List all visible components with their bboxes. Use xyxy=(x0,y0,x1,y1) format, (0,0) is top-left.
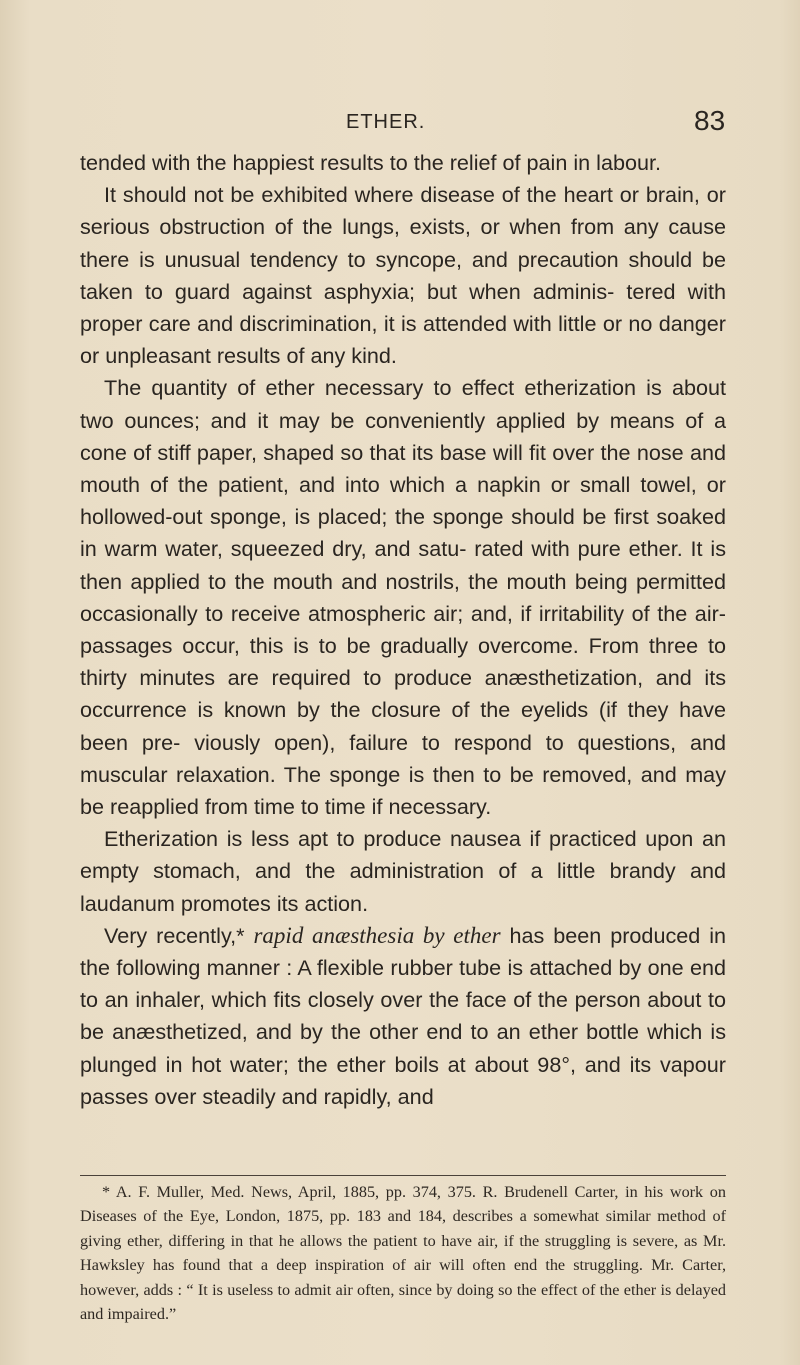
paragraph-rapid-end: has been produced in the following manner : A flexible rubber tube is attached by one end to an inhaler, which fits closely over the face of the person about to be anæsthetized, and by the other end to an ether bottle which is plunged in hot water; the ether boils at about 98°, and its vapour passes over steadily and rapidly, and xyxy=(80,922,727,1109)
running-head: ETHER. xyxy=(346,111,426,133)
paragraph-continued: tended with the happiest results to the relief of pain in labour. xyxy=(80,150,662,175)
paragraph-rapid-anaesthesia xyxy=(80,920,726,1113)
footnote-divider xyxy=(80,1175,726,1176)
body-text xyxy=(80,147,726,1113)
page-header xyxy=(0,105,800,145)
paragraph-administration: The quantity of ether necessary to effect etherization is about two ounces; and it may be conveniently applied by means of a cone of stiff paper, shaped so that its base will fit over the nose and mouth of the patient, and into which a napkin or small towel, or hollowed-out sponge, is placed; the sponge should be first soaked in warm water, squeezed dry, and satu- rated with pure ether. It is then applied to the mouth and nostrils, the mouth being permitted occasionally to receive atmospheric air; and, if irritability of the air-passages occur, this is to be gradually overcome. From three to thirty minutes are required to produce anæsthetization, and its occurrence is known by the closure of the eyelids (if they have been pre- viously open), failure to respond to questions, and muscular relaxation. The sponge is then to be removed, and may be reapplied from time to time if necessary. xyxy=(80,375,726,820)
italic-phrase: rapid anæsthesia by ether xyxy=(253,922,501,948)
paragraph-nausea: Etherization is less apt to produce nausea if practiced upon an empty stomach, and the administration of a little brandy and laudanum promotes its action. xyxy=(80,826,726,916)
footnote: * A. F. Muller, Med. News, April, 1885, pp. 374, 375. R. Brudenell Carter, in his work on Diseases of the Eye, London, 1875, pp. 183 and 184, describes a somewhat similar method of giving ether, differing in that he allows the patient to have air, if the struggling is severe, as Mr. Hawksley has found that a deep inspiration of air will often end the struggling. Mr. Carter, however, adds : “ It is useless to admit air often, since by doing so the effect of the ether is delayed and impaired.” xyxy=(80,1183,726,1324)
paragraph-rapid-start: Very recently,* xyxy=(104,922,254,948)
page-number: 83 xyxy=(694,105,726,136)
paragraph-contraindications: It should not be exhibited where disease of the heart or brain, or serious obstruction of the lungs, exists, or when from any cause there is unusual tendency to syncope, and precaution should be taken to guard against asphyxia; but when adminis- tered with proper care and discrimination, it is attended with little or no danger or unpleasant results of any kind. xyxy=(80,182,726,369)
